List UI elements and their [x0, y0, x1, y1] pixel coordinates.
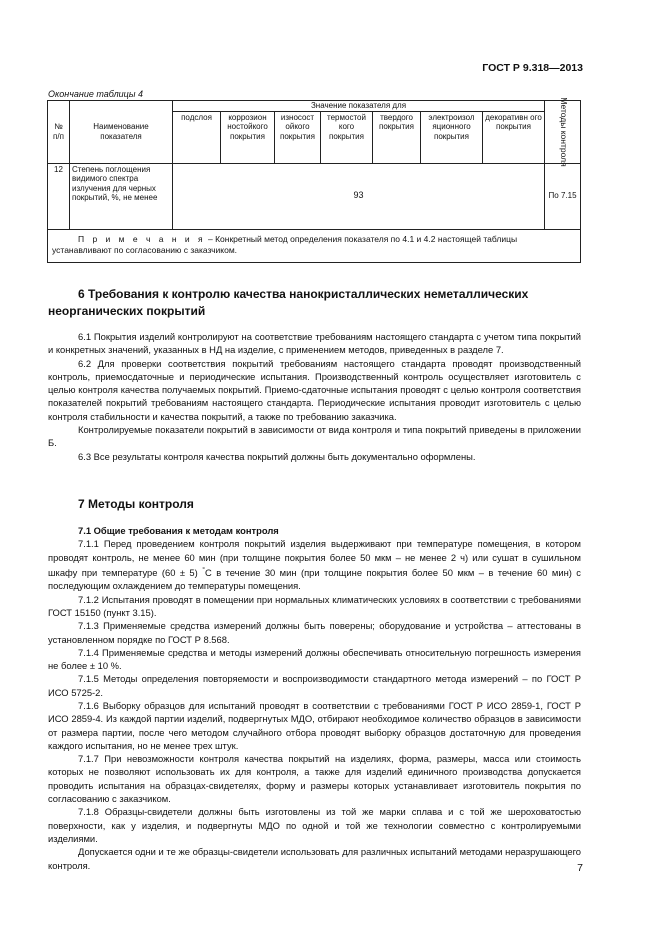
table-caption: Окончание таблицы 4: [48, 89, 143, 99]
subcol-header: подслоя: [173, 111, 221, 163]
row-value: 93: [173, 163, 545, 229]
note-label: П р и м е ч а н и я: [78, 233, 206, 244]
paragraph-7-1-8b: Допускается одни и те же образцы-свидетели использовать для различных испытаний методами неразрушающего контроля.: [48, 846, 581, 871]
paragraph-7-1-6: 7.1.6 Выборку образцов для испытаний проводят в соответствии с требованиями ГОСТ Р ИСО 2859-1, ГОСТ Р ИСО 2859-4. Из каждой партии изделий, подвергнутых МДО, отбирают необходимое количество образцов в зависимости от размера партии, после чего методом случайного отбора проводят выборку образцов достаточную для проведения каждого испытания, но не менее трех штук.: [48, 699, 581, 751]
section-7-body: [48, 524, 581, 872]
paragraph-6-1: 6.1 Покрытия изделий контролируют на соответствие требованиям настоящего стандарта с учетом типа покрытий и конкретных значений, указанных в НД на изделие, с применением методов, приведенных в разделе 7.: [48, 331, 581, 356]
paragraph-6-3: 6.3 Все результаты контроля качества покрытий должны быть документально оформлены.: [78, 450, 476, 462]
subcol-header: термостой кого покрытия: [321, 111, 373, 163]
paragraph-6-2b: Контролируемые показатели покрытий в зависимости от вида контроля и типа покрытий приведены в приложении Б.: [48, 424, 581, 449]
column-header-group: Значение показателя для: [173, 101, 545, 112]
page-number: 7: [577, 862, 583, 874]
section-7-title: [48, 496, 581, 513]
paragraph-7-1-1: [48, 537, 581, 592]
row-method: По 7.15: [545, 163, 581, 229]
table-4-end: [47, 97, 581, 263]
paragraph-7-1-2: 7.1.2 Испытания проводят в помещении при нормальных климатических условиях в соответствии с требованиями ГОСТ 15150 (пункт 3.15).: [48, 593, 581, 618]
standard-header: ГОСТ Р 9.318—2013: [482, 62, 583, 74]
table-note: [48, 229, 581, 262]
paragraph-7-1-3: 7.1.3 Применяемые средства измерений должны быть поверены; оборудование и устройства – аттестованы в установленном порядке по ГОСТ Р 8.568.: [48, 620, 581, 645]
paragraph-7-1-1-part-b: С в течение 30 мин (при толщине покрытия более 50 мкм – в течение 60 мин) с последующим охлаждением до температуры помещения.: [48, 567, 581, 592]
subcol-header: твердого покрытия: [373, 111, 421, 163]
paragraph-7-1-8: 7.1.8 Образцы-свидетели должны быть изготовлены из той же марки сплава и с той же шероховатостью поверхности, как у изделия, и подвергнуты МДО по одной и той же технологии совместно с контролируемыми изделиями.: [48, 806, 581, 844]
note-text: – Конкретный метод определения показателя по 4.1 и 4.2 настоящей таблицы устанавливают по согласованию с заказчиком.: [52, 233, 518, 255]
methods-label: Методы контроля: [558, 97, 569, 167]
row-number: 12: [48, 163, 70, 229]
section-6-body: [48, 330, 581, 463]
column-header-name: Наименование показателя: [70, 101, 173, 164]
section-6-title: [48, 286, 581, 320]
section-6-title-text: 6 Требования к контролю качества нанокристаллических неметаллических неорганических покрытий: [48, 287, 529, 318]
section-7-title-text: 7 Методы контроля: [78, 497, 194, 511]
subsection-7-1-title: 7.1 Общие требования к методам контроля: [78, 525, 279, 536]
paragraph-7-1-5: 7.1.5 Методы определения повторяемости и воспроизводимости стандартного метода измерений – по ГОСТ Р ИСО 5725-2.: [48, 673, 581, 698]
paragraph-7-1-7: 7.1.7 При невозможности контроля качества покрытий на изделиях, форма, размеры, масса или стоимость которых не позволяют использовать их для контроля, а также для изделий единичного производства допускается проводить испытания на образцах-свидетелях, форму и размеры которых устанавливает изготовитель покрытия по согласованию с заказчиком.: [48, 753, 581, 805]
subcol-header: коррозион ностойкого покрытия: [221, 111, 275, 163]
column-header-methods: [545, 97, 581, 167]
paragraph-7-1-4: 7.1.4 Применяемые средства и методы измерений должны обеспечивать относительную погрешность измерения не более ± 10 %.: [48, 646, 581, 672]
row-name: Степень поглощения видимого спектра излучения для черных покрытий, %, не менее: [70, 163, 173, 229]
paragraph-6-2: 6.2 Для проверки соответствия покрытий требованиям настоящего стандарта проводят производственный контроль, приемосдаточные и периодические испытания. Производственный контроль осуществляет изготовитель с целью контроля качества получаемых покрытий. Приемо-сдаточные испытания проводят с целью контроля соответствия показателей покрытий требованиям настоящего стандарта. Периодические испытания проводит изготовитель с целью контроля стабильности и качества покрытий, а также по требованию заказчика.: [48, 357, 581, 422]
degree-sign: °: [202, 566, 205, 574]
paragraph-7-1-1-part-a: 7.1.1 Перед проведением контроля покрытий изделия выдерживают при температуре помещения, в котором проводят контроль, не менее 60 мин (при толщине покрытия более 50 мкм – не менее 2 ч) или сушат в сушильном шкафу при температуре (60 ± 5): [48, 538, 581, 579]
subcol-header: электроизол яционного покрытия: [421, 111, 483, 163]
column-header-number: № п/п: [48, 101, 70, 164]
subcol-header: износост ойкого покрытия: [275, 111, 321, 163]
subcol-header: декоративн ого покрытия: [483, 111, 545, 163]
